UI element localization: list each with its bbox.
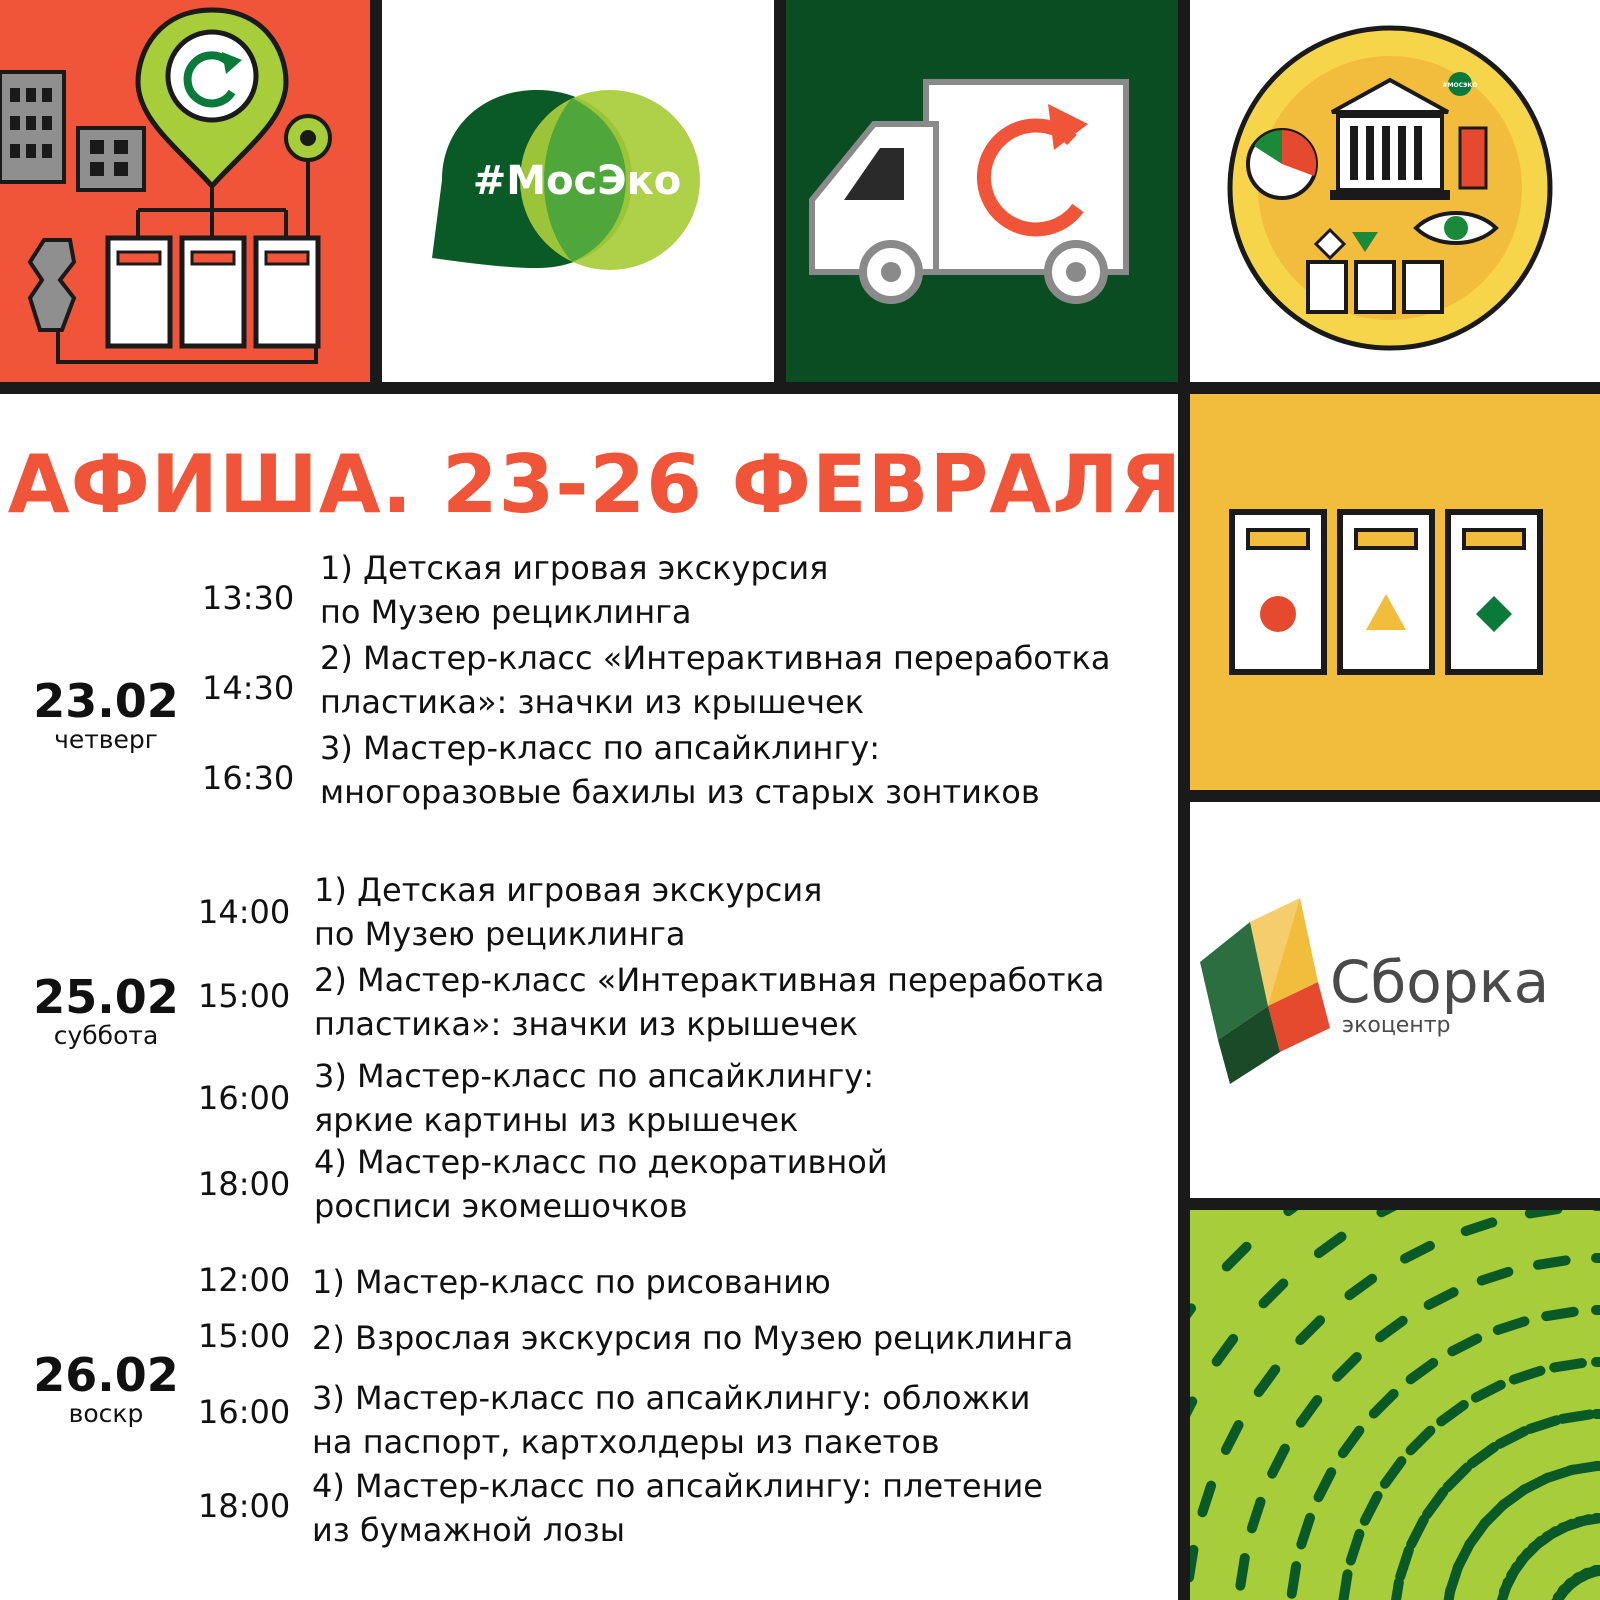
- event-description: [314, 958, 1104, 1046]
- pattern-dash: [1429, 1292, 1454, 1305]
- event-line: по Музею рециклинга: [314, 915, 686, 953]
- pattern-dash: [1227, 1247, 1247, 1267]
- pattern-dash: [1351, 1534, 1360, 1561]
- event-line: 4) Мастер-класс по декоративной: [314, 1143, 888, 1181]
- pattern-dash: [1476, 1385, 1501, 1398]
- tile-sorting-bins: [1190, 394, 1600, 790]
- event-time: 13:30: [202, 579, 295, 617]
- pattern-dash: [1400, 1550, 1409, 1577]
- tile-city-recycling-illustration: [0, 0, 370, 382]
- mosheko-badge-text: #МОСЭКО: [1442, 82, 1478, 89]
- pattern-dash: [1411, 1363, 1434, 1379]
- pattern-dash: [1190, 1550, 1193, 1578]
- pattern-dash: [1252, 1502, 1261, 1529]
- pattern-dash: [1538, 1260, 1566, 1264]
- pattern-dash: [1482, 1272, 1509, 1281]
- event-line: 3) Мастер-класс по апсайклингу:: [320, 729, 880, 767]
- pattern-dash: [1319, 1472, 1332, 1497]
- date-block: [0, 972, 212, 1050]
- event-time: 14:00: [198, 893, 291, 931]
- pattern-dash: [1554, 1363, 1582, 1367]
- pattern-dash: [1259, 1369, 1275, 1392]
- sborka-logo-text: Сборка: [1330, 948, 1550, 1016]
- pattern-dash: [1300, 1320, 1320, 1340]
- museum-recycling-emblem-icon: [1190, 0, 1600, 382]
- sborka-logo-subtext: экоцентр: [1342, 1013, 1451, 1038]
- date-block: [0, 676, 212, 754]
- event-time: 14:30: [202, 669, 295, 707]
- day-date: 23.02: [33, 674, 179, 728]
- day-weekday: суббота: [53, 1021, 159, 1050]
- pattern-dash: [1394, 1582, 1398, 1600]
- event-line: пластика»: значки из крышечек: [320, 683, 865, 721]
- pattern-dash: [1240, 1558, 1244, 1586]
- event-time: 15:00: [198, 1317, 291, 1355]
- recycling-truck-icon: [786, 0, 1178, 382]
- pattern-dash: [1202, 1486, 1211, 1513]
- pattern-dash: [1405, 1246, 1430, 1259]
- event-time: 18:00: [198, 1487, 291, 1525]
- page-title: АФИША. 23-26 ФЕВРАЛЯ: [7, 438, 1183, 531]
- pattern-dash: [1337, 1357, 1357, 1377]
- pattern-dash: [1301, 1400, 1317, 1423]
- event-line: 2) Взрослая экскурсия по Музею рециклинга: [312, 1319, 1074, 1357]
- event-description: [320, 636, 1110, 724]
- event-time: 12:00: [198, 1261, 291, 1299]
- pattern-dash: [1365, 1496, 1378, 1521]
- event-time: 16:00: [198, 1393, 291, 1431]
- pattern-dash: [1411, 1431, 1431, 1451]
- event-description: [314, 1054, 874, 1142]
- pattern-dash: [1226, 1425, 1239, 1450]
- pattern-dash: [1190, 1308, 1191, 1331]
- day-date: 25.02: [33, 970, 179, 1024]
- pattern-dash: [1466, 1222, 1493, 1231]
- pattern-dash: [1385, 1461, 1401, 1484]
- event-line: 4) Мастер-класс по апсайклингу: плетение: [312, 1467, 1043, 1505]
- pattern-dash: [1288, 1210, 1311, 1211]
- event-time: 16:30: [202, 759, 295, 797]
- sorting-bins-icon: [1190, 394, 1600, 790]
- event-time: 18:00: [198, 1165, 291, 1203]
- event-line: из бумажной лозы: [312, 1511, 626, 1549]
- pattern-dash: [1217, 1339, 1233, 1362]
- dash-pattern-decoration: [1190, 1210, 1600, 1600]
- pattern-dash: [1546, 1312, 1574, 1316]
- pattern-dash: [1498, 1321, 1525, 1330]
- event-line: 3) Мастер-класс по апсайклингу:: [314, 1057, 874, 1095]
- pattern-dash: [1272, 1449, 1285, 1474]
- tile-mosheko-logo: [382, 0, 774, 382]
- pattern-dash: [1343, 1574, 1347, 1600]
- event-line: 2) Мастер-класс «Интерактивная переработка: [320, 639, 1111, 677]
- event-description: [312, 1464, 1043, 1552]
- event-line: многоразовые бахилы из старых зонтиков: [320, 773, 1040, 811]
- pattern-dash: [1190, 1401, 1192, 1426]
- tile-green-pattern: [1190, 1210, 1600, 1600]
- day-date: 26.02: [33, 1348, 179, 1402]
- pattern-dash: [1381, 1210, 1406, 1212]
- event-description: [312, 1260, 831, 1304]
- pattern-dash: [1349, 1279, 1372, 1295]
- tile-recycling-truck: [786, 0, 1178, 382]
- date-block: [0, 1350, 212, 1428]
- pattern-dash: [1411, 1519, 1424, 1544]
- event-time: 16:00: [198, 1079, 291, 1117]
- event-line: 3) Мастер-класс по апсайклингу: обложки: [312, 1379, 1031, 1417]
- recycling-map-pin-icon: [0, 0, 370, 382]
- pattern-dash: [1530, 1420, 1557, 1429]
- pattern-dash: [1472, 1447, 1495, 1463]
- pattern-dash: [1343, 1431, 1359, 1454]
- event-line: 2) Мастер-класс «Интерактивная переработка: [314, 961, 1105, 999]
- event-line: 1) Детская игровая экскурсия: [314, 871, 823, 909]
- event-description: [312, 1316, 1073, 1360]
- day-weekday: воскр: [68, 1399, 144, 1428]
- event-description: [314, 1140, 888, 1228]
- event-line: 1) Детская игровая экскурсия: [320, 549, 829, 587]
- day-weekday: четверг: [54, 725, 158, 754]
- pattern-dash: [1447, 1467, 1467, 1487]
- event-time: 15:00: [198, 977, 291, 1015]
- event-line: росписи экомешочков: [314, 1187, 688, 1225]
- event-description: [320, 546, 828, 634]
- tile-sborka-logo: [1190, 802, 1600, 1198]
- tile-museum-emblem: [1190, 0, 1600, 382]
- pattern-dash: [1380, 1321, 1403, 1337]
- event-line: пластика»: значки из крышечек: [314, 1005, 859, 1043]
- pattern-dash: [1514, 1371, 1541, 1380]
- pattern-dash: [1301, 1518, 1310, 1545]
- event-line: 1) Мастер-класс по рисованию: [312, 1263, 831, 1301]
- pattern-dash: [1441, 1405, 1464, 1421]
- event-description: [312, 1376, 1030, 1464]
- pattern-dash: [1452, 1339, 1477, 1352]
- event-description: [314, 868, 822, 956]
- pattern-dash: [1499, 1431, 1524, 1444]
- pattern-dash: [1292, 1566, 1296, 1594]
- pattern-dash: [1530, 1210, 1558, 1213]
- pattern-dash: [1264, 1284, 1284, 1304]
- pattern-dash: [1427, 1492, 1443, 1515]
- mosheko-logo-text: #МосЭко: [472, 158, 682, 204]
- pattern-dash: [1562, 1414, 1590, 1418]
- pattern-dash: [1319, 1237, 1342, 1253]
- event-line: по Музею рециклинга: [320, 593, 692, 631]
- event-line: яркие картины из крышечек: [314, 1101, 799, 1139]
- event-description: [320, 726, 1040, 814]
- event-line: на паспорт, картхолдеры из пакетов: [312, 1423, 940, 1461]
- pattern-dash: [1374, 1394, 1394, 1414]
